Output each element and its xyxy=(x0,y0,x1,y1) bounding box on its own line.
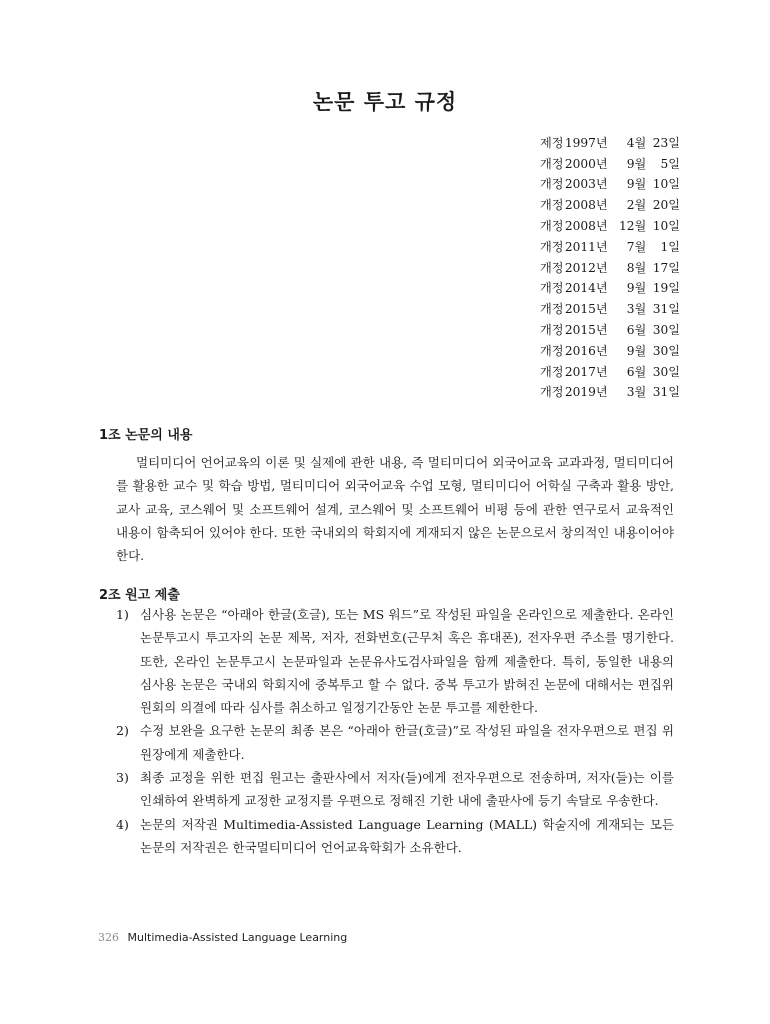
revision-label: 개정 xyxy=(540,260,564,275)
revision-year: 1997년 xyxy=(564,135,608,150)
list-item-text: 수정 보완을 요구한 논문의 최종 본은 “아래아 한글(호글)”로 작성된 파일을 전자우편으로 편집 위원장에게 제출한다. xyxy=(140,723,674,762)
revision-month: 6월 xyxy=(626,323,647,338)
revision-label: 개정 xyxy=(540,156,564,171)
revision-month: 7월 xyxy=(626,239,647,254)
journal-name: Multimedia-Assisted Language Learning xyxy=(127,931,348,944)
revision-year: 2014년 xyxy=(564,281,608,296)
revision-year: 2008년 xyxy=(564,219,608,234)
revision-row xyxy=(540,382,680,403)
list-item-number: 4) xyxy=(116,816,129,832)
list-item-text: 최종 교정을 위한 편집 원고는 출판사에서 저자(들)에게 전자우편으로 전송하며, 저자(들)는 이를 인쇄하여 완벽하게 교정한 교정지를 우편으로 정해진 기한 내에 출판사에 등기 속달로 우송한다. xyxy=(140,770,674,809)
revision-day: 30일 xyxy=(652,323,680,338)
revision-row xyxy=(540,174,680,195)
revision-month: 2월 xyxy=(626,198,647,213)
revision-row xyxy=(540,278,680,299)
revision-row xyxy=(540,340,680,361)
article-1-heading: 1조 논문의 내용 xyxy=(99,428,193,443)
revision-month: 9월 xyxy=(626,281,647,296)
revision-row xyxy=(540,194,680,215)
revision-month: 3월 xyxy=(626,302,647,317)
revision-label: 개정 xyxy=(540,281,564,296)
revision-month: 4월 xyxy=(626,135,647,150)
revision-day: 10일 xyxy=(652,177,680,192)
list-item-number: 1) xyxy=(116,607,129,622)
page-footer xyxy=(98,931,347,944)
revision-label: 개정 xyxy=(540,177,564,192)
revision-year: 2016년 xyxy=(564,343,608,358)
revision-history xyxy=(540,132,680,402)
revision-month: 9월 xyxy=(626,177,647,192)
revision-day: 23일 xyxy=(652,135,680,150)
revision-day: 31일 xyxy=(652,385,680,400)
revision-year: 2008년 xyxy=(564,198,608,213)
revision-label: 개정 xyxy=(540,198,564,213)
list-item xyxy=(116,766,674,813)
revision-day: 1일 xyxy=(660,239,680,254)
revision-day: 31일 xyxy=(652,302,680,317)
revision-label: 제정 xyxy=(540,135,564,150)
revision-row xyxy=(540,298,680,319)
article-1-body: 멀티미디어 언어교육의 이론 및 실제에 관한 내용, 즉 멀티미디어 외국어교육 교과과정, 멀티미디어를 활용한 교수 및 학습 방법, 멀티미디어 외국어교육 수업 모형, 멀티미디어 어학실 구축과 활용 방안, 교사 교육, 코스웨어 및 소프트웨어 설계, 코스웨어 및 소프트웨어 비평 등에 관한 연구로서 교육적인 내용이 함축되어 있어야 한다. 또한 국내외의 학회지에 게재되지 않은 논문으로서 창의적인 내용이어야 한다. xyxy=(116,455,674,564)
revision-day: 30일 xyxy=(652,343,680,358)
list-item-text: 논문의 저작권 Multimedia-Assisted Language Learning (MALL) 학술지에 게재되는 모든 논문의 저작권은 한국멀티미디어 언어교육학회가 소유한다. xyxy=(140,816,674,855)
article-2-list xyxy=(116,603,674,859)
revision-day: 10일 xyxy=(652,219,680,234)
page-number: 326 xyxy=(98,931,119,944)
revision-year: 2015년 xyxy=(564,302,608,317)
revision-row xyxy=(540,132,680,153)
list-item-number: 3) xyxy=(116,770,129,786)
revision-month: 9월 xyxy=(626,156,647,171)
revision-label: 개정 xyxy=(540,385,564,400)
revision-month: 12월 xyxy=(619,219,647,234)
revision-year: 2015년 xyxy=(564,323,608,338)
revision-month: 6월 xyxy=(626,364,647,379)
article-2-heading: 2조 원고 제출 xyxy=(99,588,180,603)
revision-label: 개정 xyxy=(540,239,564,254)
revision-year: 2019년 xyxy=(564,385,608,400)
list-item-text: 심사용 논문은 “아래아 한글(호글), 또는 MS 워드”로 작성된 파일을 온라인으로 제출한다. 온라인 논문투고시 투고자의 논문 제목, 저자, 전화번호(근무처 혹은 휴대폰), 전자우편 주소를 명기한다. 또한, 온라인 논문투고시 논문파일과 논문유사도검사파일을 함께 제출한다. 특히, 동일한 내용의 심사용 논문은 국내외 학회지에 중복투고 할 수 없다. 중복 투고가 밝혀진 논문에 대해서는 편집위원회의 의결에 따라 심사를 취소하고 일정기간동안 논문 투고를 제한한다. xyxy=(140,607,674,716)
revision-row xyxy=(540,361,680,382)
revision-year: 2017년 xyxy=(564,364,608,379)
revision-label: 개정 xyxy=(540,219,564,234)
revision-row xyxy=(540,236,680,257)
revision-year: 2000년 xyxy=(564,156,608,171)
revision-day: 19일 xyxy=(652,281,680,296)
revision-year: 2012년 xyxy=(564,260,608,275)
list-item xyxy=(116,719,674,766)
revision-label: 개정 xyxy=(540,302,564,317)
page-title: 논문 투고 규정 xyxy=(312,90,458,114)
revision-row xyxy=(540,215,680,236)
revision-month: 3월 xyxy=(626,385,647,400)
revision-day: 5일 xyxy=(660,156,680,171)
revision-day: 17일 xyxy=(652,260,680,275)
revision-day: 20일 xyxy=(652,198,680,213)
revision-label: 개정 xyxy=(540,343,564,358)
revision-row xyxy=(540,153,680,174)
revision-day: 30일 xyxy=(652,364,680,379)
revision-label: 개정 xyxy=(540,364,564,379)
revision-month: 9월 xyxy=(626,343,647,358)
revision-row xyxy=(540,319,680,340)
revision-year: 2003년 xyxy=(564,177,608,192)
revision-label: 개정 xyxy=(540,323,564,338)
revision-year: 2011년 xyxy=(564,239,608,254)
list-item xyxy=(116,813,674,860)
revision-row xyxy=(540,257,680,278)
list-item xyxy=(116,603,674,719)
list-item-number: 2) xyxy=(116,723,129,739)
revision-month: 8월 xyxy=(626,260,647,275)
